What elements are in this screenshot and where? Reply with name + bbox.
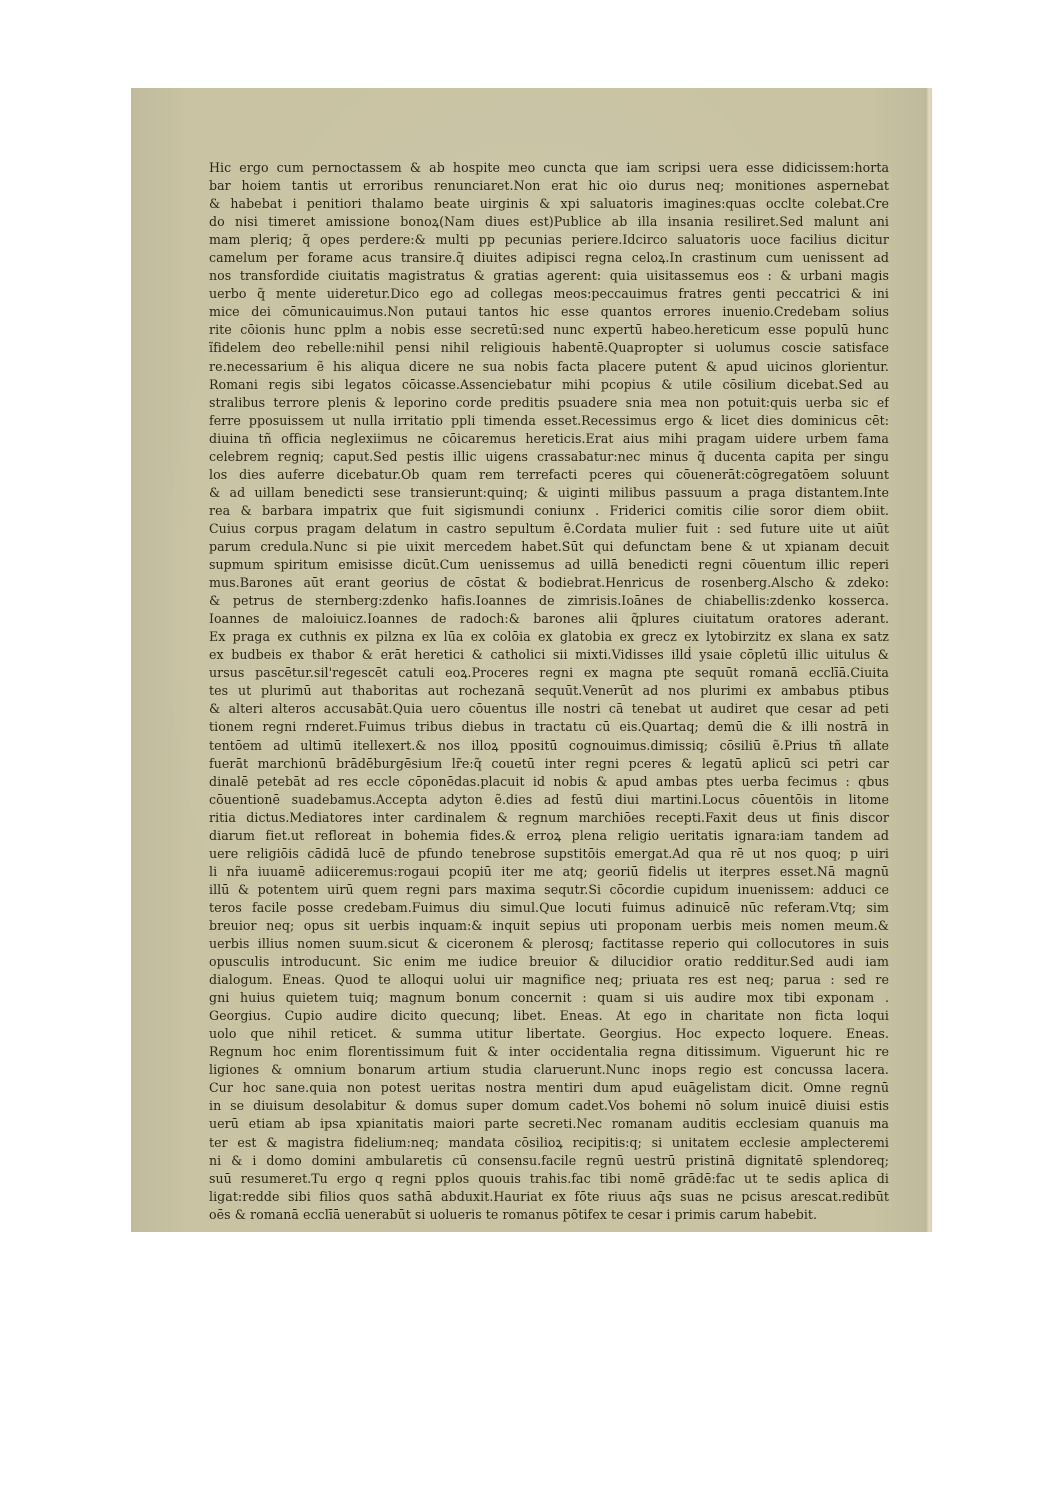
- text-line: oēs & romanā ecclīā uenerabūt si uolueris te romanus pōtifex te cesar i primis carum habebit.: [209, 1206, 818, 1222]
- text-line: ritia dictus.Mediatores inter cardinalem & regnum marchiōes recepti.Faxit deus ut finis discor: [209, 809, 889, 825]
- text-line: Georgius. Cupio audire dicito quecunq; libet. Eneas. At ego in charitate non ficta loqui: [209, 1008, 889, 1024]
- text-line: ĩfidelem deo rebelle:nihil pensi nihil religiouis habentē.Quapropter si uolumus coscie satisface: [209, 340, 889, 356]
- text-line: diuina tñ officia neglexiimus ne cōicaremus hereticis.Erat aius mihi pragam uidere urbem fama: [209, 430, 889, 446]
- text-line: Hic ergo cum pernoctassem & ab hospite meo cuncta que iam scripsi uera esse didicissem:horta: [209, 160, 889, 175]
- text-line: ligiones & omnium bonarum artium studia claruerunt.Nunc inops regio est concussa lacera.: [209, 1062, 889, 1078]
- text-line: bar hoiem tantis ut erroribus renunciaret.Non erat hic oio durus neq; monitiones aspernebat: [209, 178, 889, 194]
- text-line: mice dei cōmunicauimus.Non putaui tantos hic esse quantos errores inuenio.Credebam solius: [209, 304, 889, 320]
- text-line: tes ut plurimū aut thaboritas aut rochezanā sequūt.Venerūt ad nos plurimi ex ambabus ptibus: [209, 683, 889, 699]
- text-line: supmum spiritum emisisse dicūt.Cum uenissemus ad uillā benedicti regni cōuentum illic reperi: [209, 557, 889, 573]
- text-line: gni huius quietem tuiq; magnum bonum concernit : quam si uis audire mox tibi exponam .: [209, 990, 889, 1006]
- text-line: Ioannes de maloiuicz.Ioannes de radoch:& barones alii q̃plures ciuitatum oratores aderant.: [209, 611, 889, 627]
- text-line: mam pleriq; q̃ opes perdere:& multi pp pecunias periere.Idcirco saluatoris uoce facilius dicitur: [209, 232, 889, 248]
- text-line: ferre pposuissem ut nulla irritatio ppli timenda esset.Recessimus ergo & licet dies dominicus cēt:: [209, 412, 889, 428]
- text-line: uerū etiam ab ipsa xpianitatis maiori parte secreti.Nec romanam auditis ecclesiam quanuis ma: [209, 1116, 889, 1132]
- text-line: fuerāt marchionū brādēburgēsium lr̃e:q̃ couetū inter regni pceres & legatū aplicū sci petri car: [209, 755, 889, 771]
- text-line: diarum fiet.ut refloreat in bohemia fides.& erroꝝ plena religio ueritatis ignara:iam tandem ad: [209, 827, 889, 843]
- text-line: celebrem regniq; caput.Sed pestis illic uigens crassabatur:nec minus q̃ ducenta capita per singu: [209, 448, 889, 464]
- text-line: suū resumeret.Tu ergo q regni pplos quouis trahis.fac tibi nomē grādē:fac ut te sedis aplica di: [209, 1170, 889, 1186]
- text-line: tionem regni rnderet.Fuimus tribus diebus in tractatu cū eis.Quartaq; demū die & illi nostrā in: [209, 719, 889, 735]
- text-line: dinalē petebāt ad res eccle cōponēdas.placuit id nobis & apud ambas ptes uerba fecimus : qbus: [209, 773, 889, 789]
- text-line: Regnum hoc enim florentissimum fuit & inter occidentalia regna ditissimum. Viguerunt hic re: [209, 1044, 889, 1060]
- text-line: dialogum. Eneas. Quod te alloqui uolui uir magnifice neq; priuata res est neq; parua : sed re: [209, 972, 889, 988]
- text-line: stralibus terrore plenis & leporino corde preditis psuadere snia mea non potuit:quis uerba sic ef: [209, 394, 889, 410]
- page-scan: [131, 88, 932, 1232]
- text-line: & alteri alteros accusabāt.Quia uero cōuentus ille nostri cā tenebat ut audiret que cesar ad peti: [209, 701, 889, 717]
- text-line: ligat:redde sibi filios quos sathā abduxit.Hauriat ex fōte riuus aq̄s suas ne pcisus arescat.redibūt: [209, 1188, 889, 1204]
- body-text: [209, 159, 889, 1224]
- text-line: uerbo q̃ mente uideretur.Dico ego ad collegas meos:peccauimus fratres genti peccatrici & ini: [209, 286, 889, 302]
- text-line: li nr̃a iuuamē adiiceremus:rogaui pcopiū iter me atq; georiū fidelis ut iterpres esset.Nā magnū: [209, 863, 889, 879]
- text-line: ter est & magistra fidelium:neq; mandata cōsilioꝝ recipitis:q; si unitatem ecclesie amplecteremi: [209, 1134, 889, 1150]
- text-line: uerbis illius nomen suum.sicut & ciceronem & plerosq; factitasse reperio qui collocutores in suis: [209, 936, 889, 952]
- text-line: breuior neq; opus sit uerbis inquam:& inquit sepius uti proponam uerbis meis nomen meum.&: [209, 917, 889, 933]
- text-line: Cur hoc sane.quia non potest ueritas nostra mentiri dum apud euāgelistam dicit. Omne regnū: [209, 1080, 889, 1096]
- page-edge: [925, 88, 932, 1232]
- text-line: do nisi timeret amissione bonoꝝ(Nam diues est)Publice ab illa insania resiliret.Sed malunt ani: [209, 214, 889, 230]
- text-line: parum credula.Nunc si pie uixit mercedem habet.Sūt qui defunctam bene & ut xpianam decuit: [209, 538, 889, 554]
- text-line: & habebat i penitiori thalamo beate uirginis & xpi saluatoris imagines:quas occlte colebat.Cre: [209, 196, 889, 212]
- text-line: uolo que nihil reticet. & summa utitur libertate. Georgius. Hoc expecto loquere. Eneas.: [209, 1026, 889, 1042]
- text-line: in se diuisum desolabitur & domus super domum cadet.Vos bohemi nō solum inuicē diuisi estis: [209, 1098, 889, 1114]
- text-line: rite cōionis hunc pplm a nobis esse secretū:sed nunc expertū habeo.hereticum esse populū hunc: [209, 322, 889, 338]
- text-line: nos transfordide ciuitatis magistratus & gratias agerent: quia uisitassemus eos : & urbani magis: [209, 268, 889, 284]
- text-line: ursus pascētur.sil'regescēt catuli eoꝝ.Proceres regni ex magna pte sequūt romanā ecclīā.Ciuita: [209, 665, 889, 681]
- text-line: Romani regis sibi legatos cōicasse.Assenciebatur mihi pcopius & utile cōsilium dicebat.Sed au: [209, 376, 889, 392]
- text-line: cōuentionē suadebamus.Accepta adyton ẽ.dies ad festū diui martini.Locus cōuentōis in litome: [209, 791, 889, 807]
- text-line: opusculis introducunt. Sic enim me iudice breuior & dilucidior oratio redditur.Sed audi iam: [209, 954, 889, 970]
- text-line: rea & barbara impatrix que fuit sigismundi coniunx . Friderici comitis cilie soror diem obiit.: [209, 502, 889, 518]
- text-line: Ex praga ex cuthnis ex pilzna ex lūa ex colōia ex glatobia ex grecz ex lytobirzitz ex slana ex satz: [209, 629, 889, 645]
- text-line: Cuius corpus pragam delatum in castro sepultum ẽ.Cordata mulier fuit : sed future uite ut aiūt: [209, 520, 889, 536]
- text-line: re.necessarium ẽ his aliqua dicere ne sua nobis facta placere putent & apud uicinos glorientur.: [209, 358, 889, 374]
- text-line: teros facile posse credebam.Fuimus diu simul.Que locuti fuimus adinuicē nūc referam.Vtq; sim: [209, 899, 889, 915]
- text-line: illū & potentem uirū quem regni pars maxima sequtr.Si cōcordie cupidum inuenissem: adduci ce: [209, 881, 889, 897]
- text-line: & petrus de sternberg:zdenko hafis.Ioannes de zimrisis.Ioānes de chiabellis:zdenko kosserca.: [209, 593, 889, 609]
- text-line: tentōem ad ultimū itellexert.& nos illoꝝ ppositū cognouimus.dimissiq; cōsiliū ẽ.Prius tñ allate: [209, 737, 889, 753]
- text-line: camelum per forame acus transire.q̃ diuites adipisci regna celoꝝ.In crastinum cum uenissent ad: [209, 250, 889, 266]
- text-line: uere religiōis cādidā lucē de pfundo tenebrose supstitōis emergat.Ad qua rē ut nos quoq; p uiri: [209, 845, 889, 861]
- text-line: ni & i domo domini ambularetis cū consensu.facile regnū uestrū pristinā dignitatē splendoreq;: [209, 1152, 889, 1168]
- text-line: los dies auferre dicebatur.Ob quam rem terrefacti pceres qui cōuenerāt:cōgregatōem soluunt: [209, 466, 889, 482]
- text-line: & ad uillam benedicti sese transierunt:quinq; & uiginti milibus passuum a praga distantem.Inte: [209, 484, 889, 500]
- text-line: mus.Barones aūt erant georius de cōstat & bodiebrat.Henricus de rosenberg.Alscho & zdeko:: [209, 575, 889, 591]
- text-line: ex budbeis ex thabor & erāt heretici & catholici sii mixti.Vidisses illḋ ysaie cōpletū illic uitulus &: [209, 647, 889, 663]
